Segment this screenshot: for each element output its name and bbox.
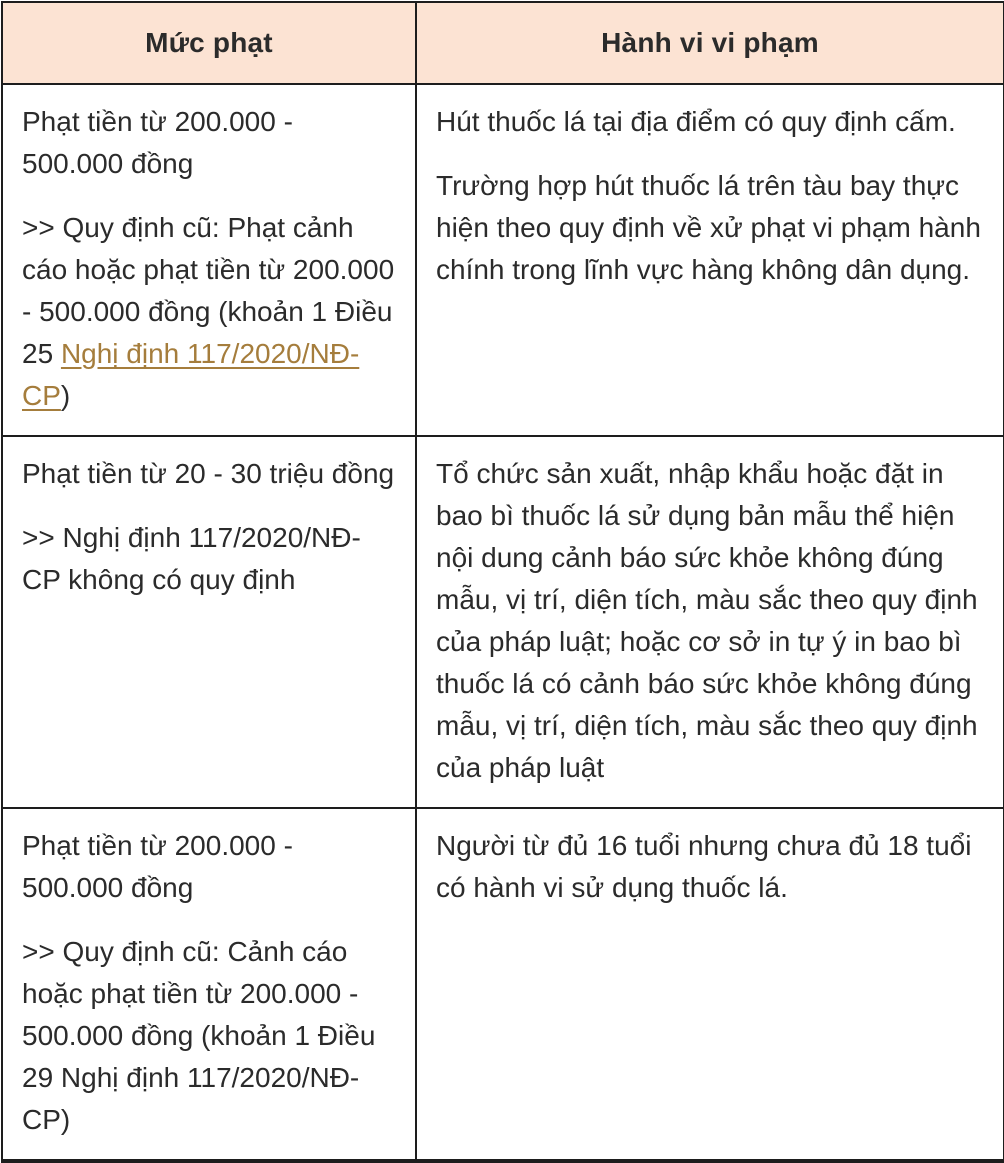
paragraph	[436, 453, 983, 789]
text-segment: Tổ chức sản xuất, nhập khẩu hoặc đặt in bao bì thuốc lá sử dụng bản mẫu thể hiện nội dung cảnh báo sức khỏe không đúng mẫu, vị trí, diện tích, màu sắc theo quy định của pháp luật; hoặc cơ sở in tự ý in bao bì thuốc lá có cảnh báo sức khỏe không đúng mẫu, vị trí, diện tích, màu sắc theo quy định của pháp luật	[436, 458, 978, 783]
legal-document-link[interactable]: Nghị định 117/2020/NĐ-CP	[22, 338, 360, 411]
text-segment: Phạt tiền từ 20 - 30 triệu đồng	[22, 458, 395, 489]
paragraph	[22, 207, 395, 417]
paragraph	[22, 517, 395, 601]
text-segment: Phạt tiền từ 200.000 - 500.000 đồng	[22, 830, 293, 903]
violation-cell	[416, 84, 1004, 436]
text-segment: >> Quy định cũ: Phạt cảnh cáo hoặc phạt tiền từ 200.000 - 500.000 đồng (khoản 1 Điều 25	[22, 212, 395, 369]
header-cell-penalty: Mức phạt	[2, 2, 416, 84]
penalty-cell	[2, 808, 416, 1161]
violation-cell	[416, 436, 1004, 808]
header-cell-violation: Hành vi vi phạm	[416, 2, 1004, 84]
text-segment: >> Quy định cũ: Cảnh cáo hoặc phạt tiền từ 200.000 - 500.000 đồng (khoản 1 Điều 29 Nghị định 117/2020/NĐ-CP)	[22, 936, 376, 1135]
paragraph	[436, 165, 983, 291]
text-segment: Hút thuốc lá tại địa điểm có quy định cấm.	[436, 106, 956, 137]
penalties-table	[1, 1, 1004, 1163]
table-row	[2, 84, 1004, 436]
text-segment: >> Nghị định 117/2020/NĐ-CP không có quy định	[22, 522, 361, 595]
penalty-cell	[2, 436, 416, 808]
table-row	[2, 436, 1004, 808]
header-row	[2, 2, 1004, 84]
paragraph	[22, 931, 395, 1141]
paragraph	[436, 825, 983, 909]
text-segment: Người từ đủ 16 tuổi nhưng chưa đủ 18 tuổi có hành vi sử dụng thuốc lá.	[436, 830, 972, 903]
paragraph	[22, 825, 395, 909]
table-body	[2, 84, 1004, 1161]
text-segment: Phạt tiền từ 200.000 - 500.000 đồng	[22, 106, 293, 179]
paragraph	[436, 101, 983, 143]
text-segment: )	[60, 380, 71, 411]
penalty-cell	[2, 84, 416, 436]
paragraph	[22, 453, 395, 495]
text-segment: Trường hợp hút thuốc lá trên tàu bay thực hiện theo quy định về xử phạt vi phạm hành chính trong lĩnh vực hàng không dân dụng.	[436, 170, 981, 285]
table-row	[2, 808, 1004, 1161]
paragraph	[22, 101, 395, 185]
violation-cell	[416, 808, 1004, 1161]
table-header	[2, 2, 1004, 84]
